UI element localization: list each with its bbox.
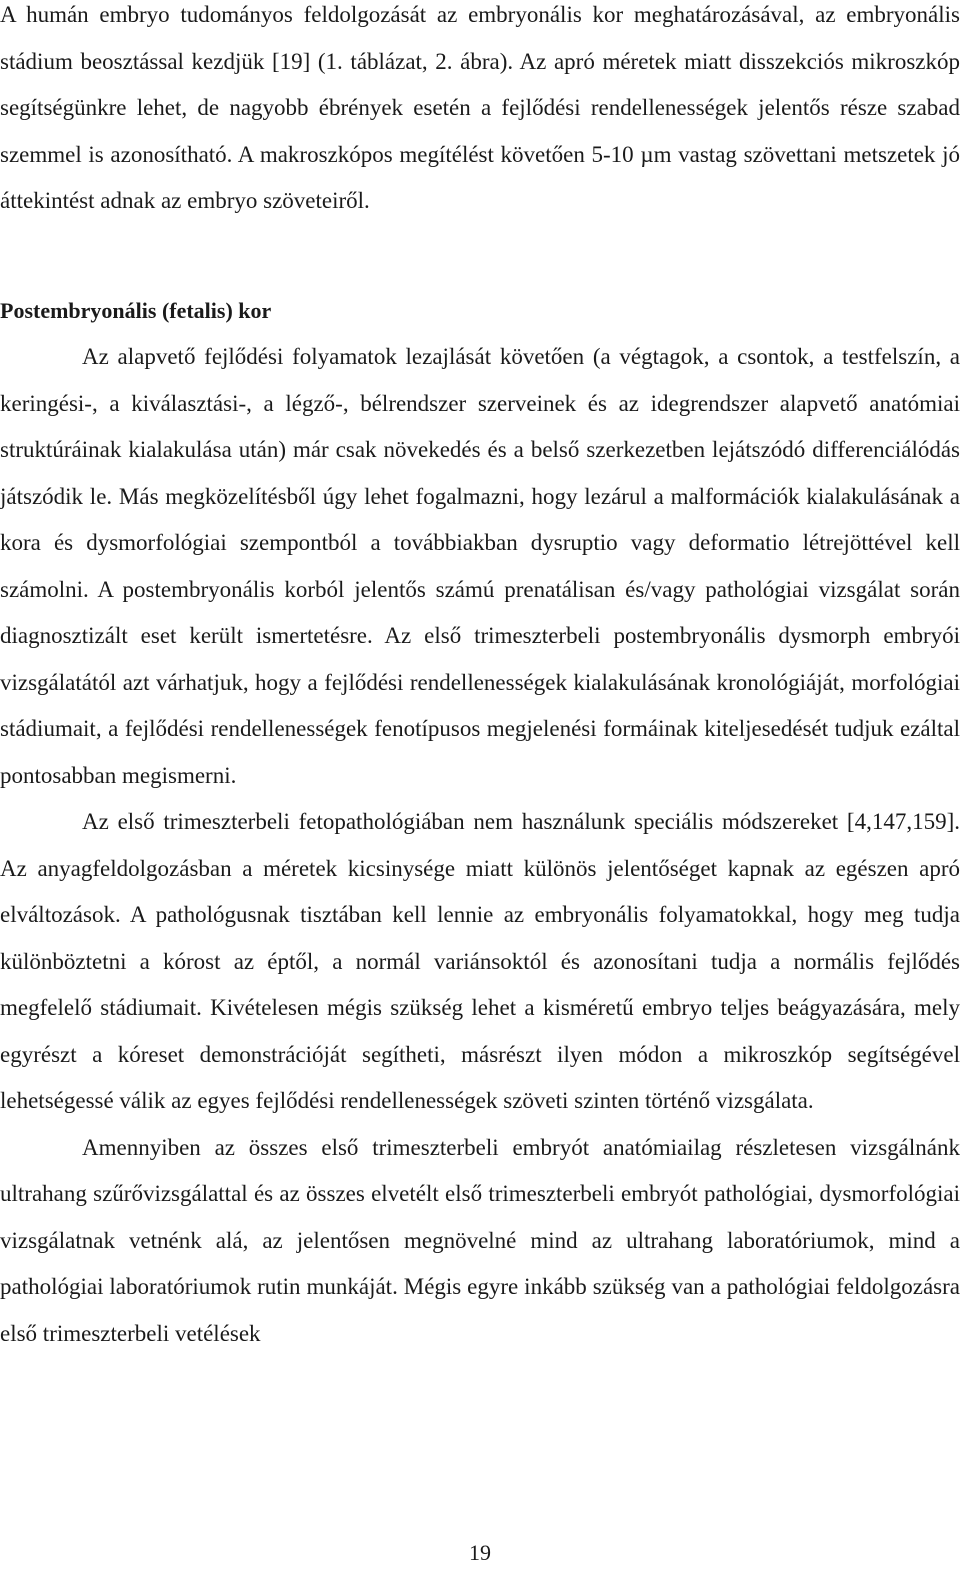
intro-paragraph: A humán embryo tudományos feldolgozását az embryonális kor meghatározásával, az embryonális stádium beosztással kezdjük [19] (1. táblázat, 2. ábra). Az apró méretek miatt disszekciós mikroszkóp segítségünkre lehet, de nagyobb ébrények esetén a fejlődési rendellenességek jelentős része szabad szemmel is azonosítható. A makroszkópos megítélést követően 5-10 µm vastag szövettani metszetek jó áttekintést adnak az embryo szöveteiről. [0,2,960,213]
page-number: 19 [469,1540,491,1565]
body-paragraph: Az első trimeszterbeli fetopathológiában nem használunk speciális módszereket [4,147,159]. Az anyagfeldolgozásban a méretek kicsinysége miatt különös jelentőséget kapnak az egészen apró elváltozások. A pathológusnak tisztában kell lennie az embryonális folyamatokkal, hogy meg tudja különböztetni a kórost az éptől, a normál variánsoktól és azonosítani tudja a normális fejlődés megfelelő stádiumait. Kivételesen mégis szükség lehet a kisméretű embryo teljes beágyazására, mely egyrészt a kóreset demonstrációját segítheti, másrészt ilyen módon a mikroszkóp segítségével lehetségessé válik az egyes fejlődési rendellenességek szöveti szinten történő vizsgálata. [0,809,960,1113]
section-spacer [0,225,960,270]
section-heading: Postembryonális (fetalis) kor [0,297,272,323]
body-paragraph: Amennyiben az összes első trimeszterbeli embryót anatómiailag részletesen vizsgálnánk ultrahang szűrővizsgálattal és az összes elvetélt első trimeszterbeli embryót pathológiai, dysmorfológiai vizsgálatnak vetnénk alá, az jelentősen megnövelné mind az ultrahang laboratóriumok, mind a pathológiai laboratóriumok rutin munkáját. Mégis egyre inkább szükség van a pathológiai feldolgozásra első trimeszterbeli vetélések [0,1134,960,1346]
body-paragraph: Az alapvető fejlődési folyamatok lezajlását követően (a végtagok, a csontok, a testfelszín, a keringési-, a kiválasztási-, a légző-, bélrendszer szerveinek és az idegrendszer alapvető anatómiai struktúráinak kialakulása után) már csak növekedés és a belső szerkezetben lejátszódó differenciálódás játszódik le. Más megközelítésből úgy lehet fogalmazni, hogy lezárul a malformációk kialakulásának a kora és dysmorfológiai szempontból a továbbiakban dysruptio vagy deformatio létrejöttével kell számolni. A postembryonális korból jelentős számú prenatálisan és/vagy pathológiai vizsgálat során diagnosztizált eset került ismertetésre. Az első trimeszterbeli postembryonális dysmorph embryói vizsgálatától azt várhatjuk, hogy a fejlődési rendellenességek kialakulásának kronológiáját, morfológiai stádiumait, a fejlődési rendellenességek fenotípusos megjelenési formáinak kiteljesedését tudjuk ezáltal pontosabban megismerni. [0,344,960,788]
